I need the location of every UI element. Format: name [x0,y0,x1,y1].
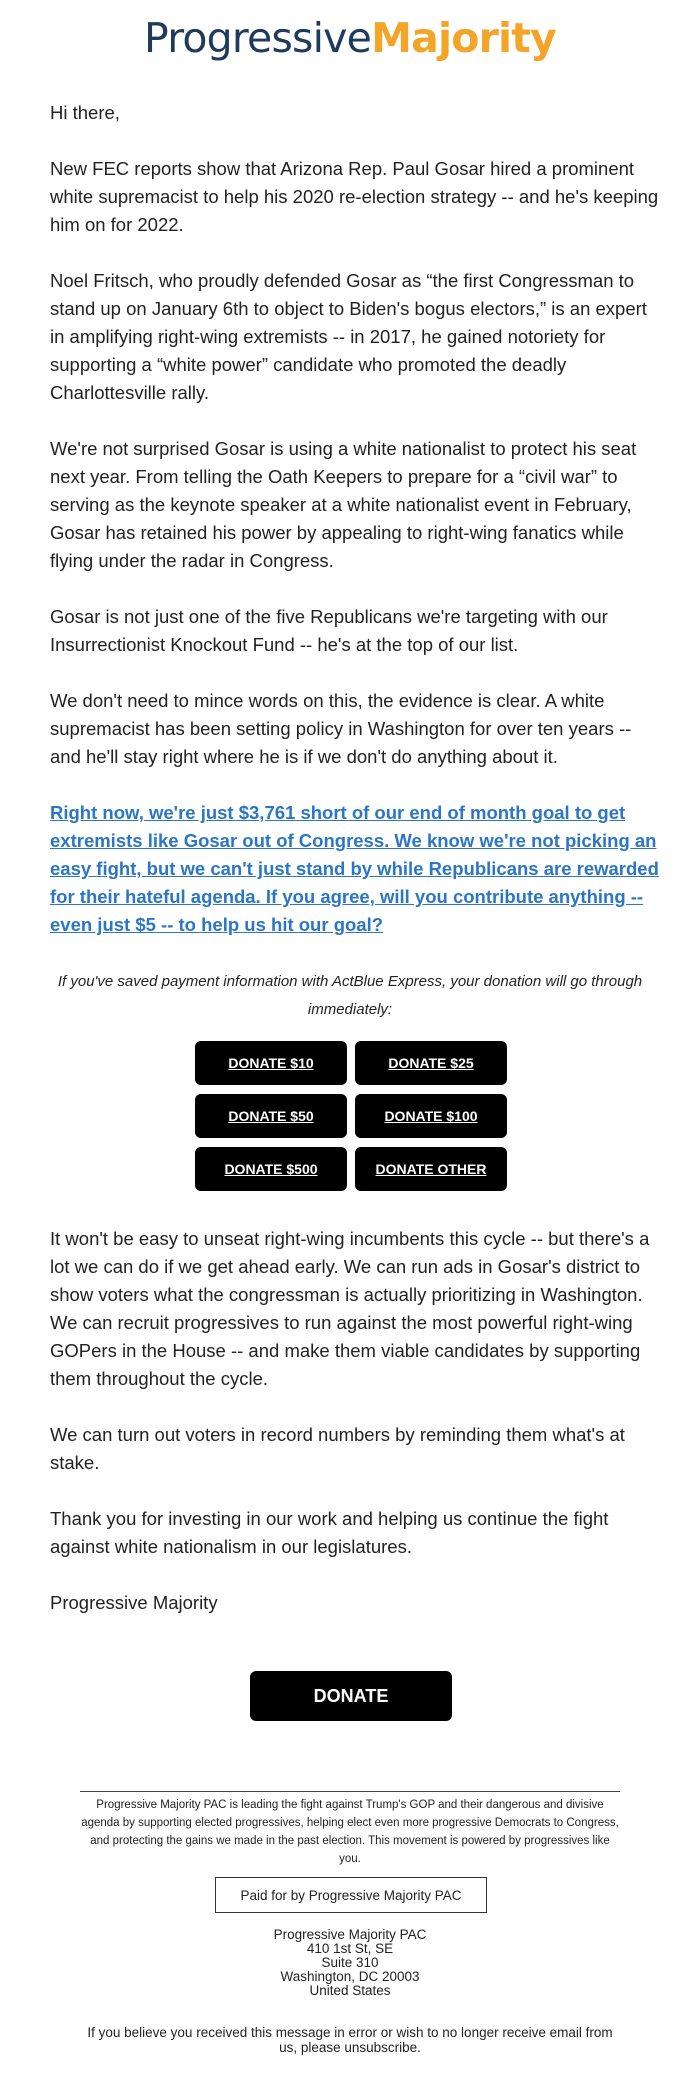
paragraph-3: We're not surprised Gosar is using a white nationalist to protect his seat next year. From telling the Oath Keepers to prepare for a “civil war” to serving as the keynote speaker at a white nationalist event in February, Gosar has retained his power by appealing to right-wing fanatics while flying under the radar in Congress. [50,438,637,571]
paragraph-2: Noel Fritsch, who proudly defended Gosar as “the first Congressman to stand up on January 6th to object to Biden's bogus electors,” is an expert in amplifying right-wing extremists -- in 2017, he gained notoriety for supporting a “white power” candidate who promoted the deadly Charlottesville rally. [50,270,647,403]
footer-divider [80,1791,620,1792]
paragraph-1: New FEC reports show that Arizona Rep. Paul Gosar hired a prominent white supremacist to help his 2020 re-election strategy -- and he's keeping him on for 2022. [50,158,659,235]
paragraph-8: Thank you for investing in our work and helping us continue the fight against white nationalism in our legislatures. [50,1508,609,1557]
mailing-address [0,1928,700,1998]
paragraph-7: We can turn out voters in record numbers by reminding them what's at stake. [50,1424,625,1473]
address-line: 410 1st St, SE [306,1941,394,1956]
donate-25-button[interactable]: DONATE $25 [355,1041,507,1085]
donate-button[interactable]: DONATE [250,1671,452,1721]
donate-500-button[interactable]: DONATE $500 [195,1147,347,1191]
donate-other-button[interactable]: DONATE OTHER [355,1147,507,1191]
greeting: Hi there, [50,102,120,123]
paragraph-5: We don't need to mince words on this, the evidence is clear. A white supremacist has been setting policy in Washington for over ten years -- and he'll stay right where he is if we don't do anything about it. [50,690,632,767]
donate-50-button[interactable]: DONATE $50 [195,1094,347,1138]
address-line: Progressive Majority PAC [273,1927,427,1942]
signature: Progressive Majority [50,1592,218,1613]
cta-donate-link[interactable]: Right now, we're just $3,761 short of our end of month goal to get extremists like Gosar out of Congress. We know we're not picking an easy fight, but we can't just stand by while Republicans are rewarded for their hateful agenda. If you agree, will you contribute anything -- even just $5 -- to help us hit our goal? [50,802,659,935]
footer-blurb: Progressive Majority PAC is leading the fight against Trump's GOP and their dangerous and divisive agenda by supporting elected progressives, helping elect even more progressive Democrats to Congress, and protecting the gains we made in the past election. This movement is powered by progressives like you. [81,1799,619,1865]
logo-progressive: Progressive [144,14,372,62]
paragraph-6: It won't be easy to unseat right-wing incumbents this cycle -- but there's a lot we can do if we get ahead early. We can run ads in Gosar's district to show voters what the congressman is actually prioritizing in Washington. We can recruit progressives to run against the most powerful right-wing GOPers in the House -- and make them viable candidates by supporting them throughout the cycle. [50,1228,650,1389]
actblue-express-note: If you've saved payment information with ActBlue Express, your donation will go through immediately: [57,973,643,1018]
donate-100-button[interactable]: DONATE $100 [355,1094,507,1138]
donate-10-button[interactable]: DONATE $10 [195,1041,347,1085]
address-line: United States [309,1983,391,1998]
unsubscribe-notice[interactable]: If you believe you received this message in error or wish to no longer receive email from us, please unsubscribe. [87,2025,613,2055]
address-line: Washington, DC 20003 [280,1969,420,1984]
address-line: Suite 310 [321,1955,379,1970]
paragraph-4: Gosar is not just one of the five Republicans we're targeting with our Insurrectionist Knockout Fund -- he's at the top of our list. [50,606,608,655]
logo-majority: Majority [371,14,556,62]
logo [0,14,700,62]
paid-for-disclaimer: Paid for by Progressive Majority PAC [215,1877,487,1913]
